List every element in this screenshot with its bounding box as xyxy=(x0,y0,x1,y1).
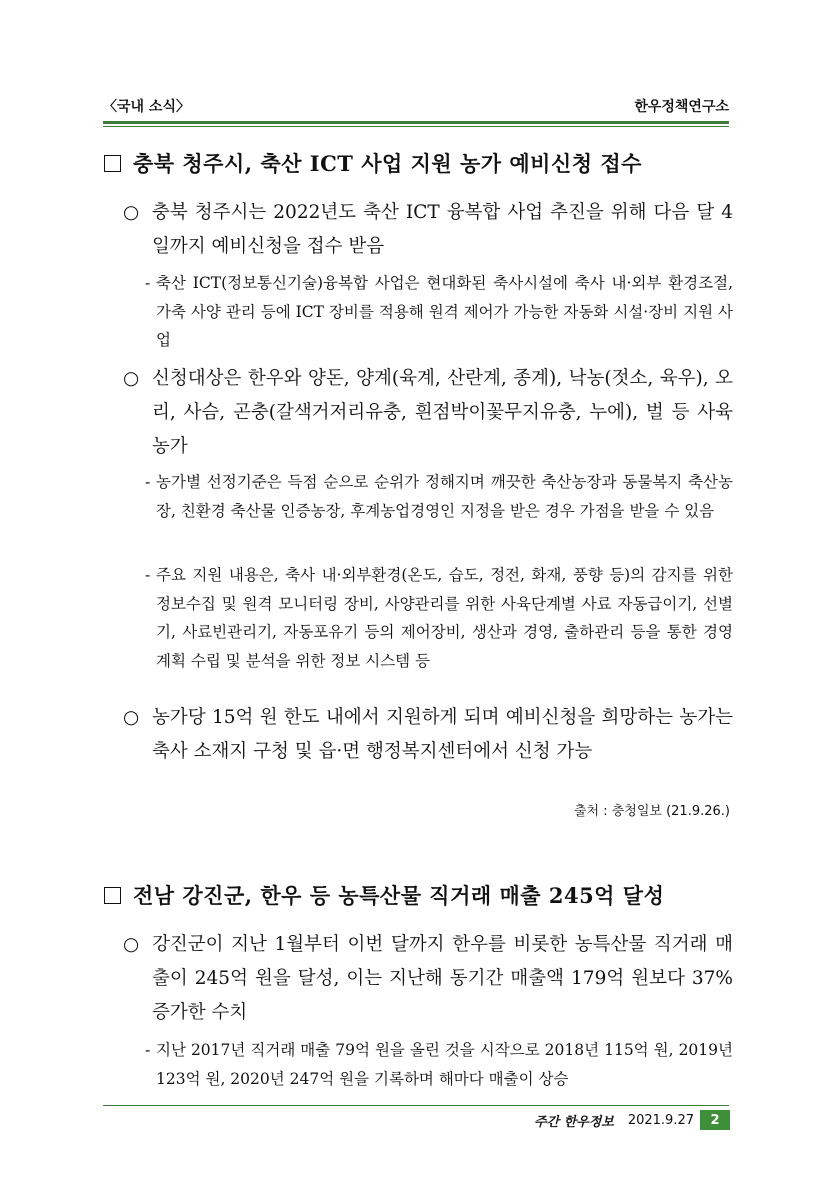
section-title-text: 전남 강진군, 한우 등 농특산물 직거래 매출 245억 달성 xyxy=(133,883,665,908)
dash-bullet-icon: - xyxy=(145,566,151,584)
sub-text: 농가별 선정기준은 득점 순으로 순위가 정해지며 깨끗한 축산농장과 동물복지 축산농장, 친환경 축산물 인증농장, 후계농업경영인 지정을 받은 경우 가점을 받을 수 있음 xyxy=(156,473,733,520)
circle-bullet-icon: ○ xyxy=(123,707,140,728)
footer-rule xyxy=(103,1105,729,1106)
page-number: 2 xyxy=(700,1110,730,1130)
sub-item xyxy=(145,561,733,675)
bullet-item xyxy=(123,928,733,1030)
header-category: 〈국내 소식〉 xyxy=(103,99,190,115)
circle-bullet-icon: ○ xyxy=(123,934,140,955)
sub-item xyxy=(145,1036,733,1093)
circle-bullet-icon: ○ xyxy=(123,368,140,389)
sub-text: 축산 ICT(정보통신기술)융복합 사업은 현대화된 축사시설에 축사 내·외부 환경조절, 가축 사양 관리 등에 ICT 장비를 적용해 원격 제어가 가능한 자동화 시설·장비 지원 사업 xyxy=(156,274,733,349)
bullet-text: 충북 청주시는 2022년도 축산 ICT 융복합 사업 추진을 위해 다음 달 4일까지 예비신청을 접수 받음 xyxy=(152,202,733,257)
page-header xyxy=(103,96,729,118)
sub-text: 주요 지원 내용은, 축사 내·외부환경(온도, 습도, 정전, 화재, 풍향 등)의 감지를 위한 정보수집 및 원격 모니터링 장비, 사양관리를 위한 사육단계별 사료 자동급이기, 선별기, 사료빈관리기, 자동포유기 등의 제어장비, 생산과 경영, 출하관리 등을 통한 경영계획 수립 및 분석을 위한 정보 시스템 등 xyxy=(156,566,733,670)
bullet-item xyxy=(123,362,733,464)
issue-date: 2021.9.27 xyxy=(627,1112,694,1128)
bullet-text: 농가당 15억 원 한도 내에서 지원하게 되며 예비신청을 희망하는 농가는 축사 소재지 구청 및 읍·면 행정복지센터에서 신청 가능 xyxy=(152,707,733,762)
header-rule-thin xyxy=(103,126,729,127)
section-title-cheongju xyxy=(104,148,642,178)
bullet-text: 강진군이 지난 1월부터 이번 달까지 한우를 비롯한 농특산물 직거래 매출이 245억 원을 달성, 이는 지난해 동기간 매출액 179억 원보다 37% 증가한 수치 xyxy=(152,934,733,1023)
sub-text: 지난 2017년 직거래 매출 79억 원을 올린 것을 시작으로 2018년 115억 원, 2019년 123억 원, 2020년 247억 원을 기록하며 해마다 매출이 상승 xyxy=(156,1041,733,1088)
section-title-text: 충북 청주시, 축산 ICT 사업 지원 농가 예비신청 접수 xyxy=(133,151,642,176)
dash-bullet-icon: - xyxy=(145,473,151,491)
checkbox-square-icon xyxy=(104,155,121,172)
header-rule-thick xyxy=(103,121,729,124)
page-footer xyxy=(534,1110,730,1130)
bullet-item xyxy=(123,196,733,264)
circle-bullet-icon: ○ xyxy=(123,202,140,223)
source-citation: 출처 : 충청일보 (21.9.26.) xyxy=(573,804,730,819)
bullet-item xyxy=(123,701,733,769)
checkbox-square-icon xyxy=(104,887,121,904)
dash-bullet-icon: - xyxy=(145,274,151,292)
sub-item xyxy=(145,468,733,525)
publication-name: 주간 한우정보 xyxy=(533,1114,614,1130)
bullet-text: 신청대상은 한우와 양돈, 양계(육계, 산란계, 종계), 낙농(젓소, 육우), 오리, 사슴, 곤충(갈색거저리유충, 흰점박이꽃무지유충, 누에), 벌 등 사육농가 xyxy=(152,368,733,457)
header-organization: 한우정책연구소 xyxy=(634,99,729,115)
sub-item xyxy=(145,269,733,355)
dash-bullet-icon: - xyxy=(145,1041,151,1059)
section-title-gangjin xyxy=(104,880,664,910)
